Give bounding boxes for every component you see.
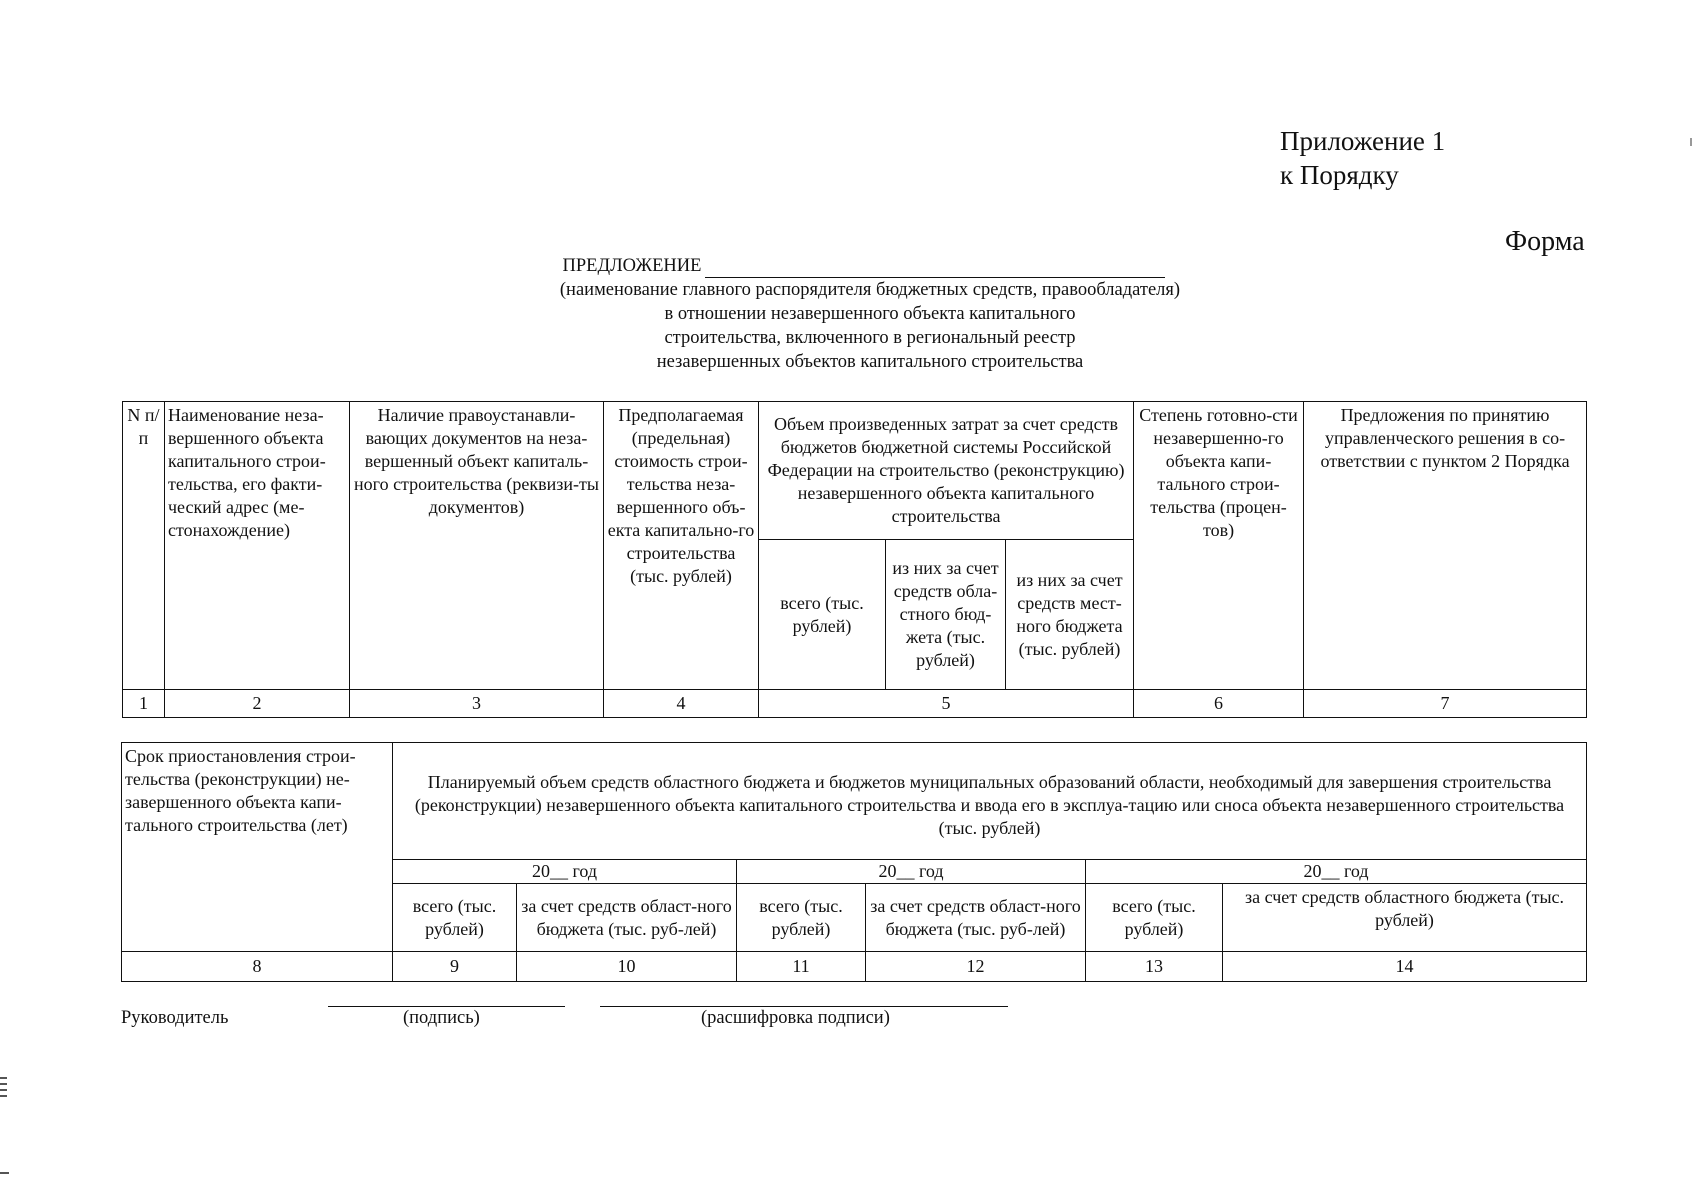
column-number: 13 (1086, 952, 1223, 982)
planned-funds-table (121, 742, 1587, 982)
signature-line (328, 1006, 565, 1007)
column-number: 10 (517, 952, 737, 982)
signature-decode-caption: (расшифровка подписи) (701, 1008, 890, 1028)
scan-edge-mark (0, 1083, 7, 1085)
appendix-label (1280, 124, 1445, 192)
column-number: 5 (759, 690, 1134, 718)
header-col-1: N п/п (123, 402, 165, 690)
header-col-5-regional: из них за счет средств обла-стного бюд-жета (тыс. рублей) (886, 540, 1006, 690)
header-col-4: Предполагаемая (предельная) стоимость строи-тельства неза-вершенного объ-екта капитально-го строительства (тыс. рублей) (604, 402, 759, 690)
header-col-8: Срок приостановления строи-тельства (реконструкции) не-завершенного объекта капи-тального строительства (лет) (122, 743, 393, 952)
scan-edge-mark (0, 1089, 7, 1091)
title-line-1: (наименование главного распорядителя бюджетных средств, правообладателя) (559, 280, 1181, 300)
year-3-total: всего (тыс. рублей) (1086, 884, 1223, 952)
header-col-3: Наличие правоустанавли-вающих документов на неза-вершенный объект капиталь-ного строительства (реквизи-ты документов) (350, 402, 604, 690)
planned-funds-group-header: Планируемый объем средств областного бюджета и бюджетов муниципальных образований области, необходимый для завершения строительства (реконструкции) незавершенного объекта капитального строительства и ввода его в эксплуа-тацию или сноса объекта незавершенного строительства (тыс. рублей) (393, 743, 1587, 860)
column-number: 9 (393, 952, 517, 982)
column-number: 8 (122, 952, 393, 982)
form-label: Форма (1505, 226, 1585, 257)
costs-table (122, 401, 1587, 718)
title-heading-row (458, 254, 1270, 278)
signature-caption: (подпись) (403, 1008, 480, 1028)
appendix-line-1: Приложение 1 (1280, 126, 1446, 156)
appendix-line-2: к Порядку (1280, 160, 1399, 190)
column-number: 3 (350, 690, 604, 718)
year-header-3: 20__ год (1086, 860, 1587, 884)
scan-edge-mark (0, 1172, 9, 1174)
column-number: 6 (1134, 690, 1304, 718)
title-line-3: строительства, включенного в региональный реестр (664, 328, 1076, 348)
header-col-6: Степень готовно-сти незавершенно-го объекта капи-тального строи-тельства (процен-тов) (1134, 402, 1304, 690)
title-line-2: в отношении незавершенного объекта капитального (664, 304, 1076, 324)
column-number: 14 (1223, 952, 1587, 982)
column-number: 1 (123, 690, 165, 718)
year-2-total: всего (тыс. рублей) (737, 884, 866, 952)
column-number: 12 (866, 952, 1086, 982)
header-col-5-local: из них за счет средств мест-ного бюджета (тыс. рублей) (1006, 540, 1134, 690)
year-1-regional: за счет средств област-ного бюджета (тыс. руб-лей) (517, 884, 737, 952)
column-number: 11 (737, 952, 866, 982)
scan-edge-mark (0, 1077, 7, 1079)
scan-edge-mark (1690, 138, 1692, 146)
year-3-regional: за счет средств областного бюджета (тыс. рублей) (1223, 884, 1587, 952)
year-header-2: 20__ год (737, 860, 1086, 884)
header-col-2: Наименование неза-вершенного объекта капитального строи-тельства, его факти-ческий адрес (ме-стонахождение) (165, 402, 350, 690)
title-block (470, 254, 1270, 374)
year-header-1: 20__ год (393, 860, 737, 884)
header-col-5-group: Объем произведенных затрат за счет средств бюджетов бюджетной системы Российской Федерации на строительство (реконструкцию) незавершенного объекта капитального строительства (759, 402, 1134, 540)
header-col-5-total: всего (тыс. рублей) (759, 540, 886, 690)
title-blank-line (705, 257, 1165, 278)
scan-edge-mark (0, 1095, 7, 1097)
column-number: 2 (165, 690, 350, 718)
title-line-4: незавершенных объектов капитального строительства (656, 352, 1084, 372)
signature-decode-line (600, 1006, 1008, 1007)
title-heading: ПРЕДЛОЖЕНИЕ (562, 256, 702, 276)
column-number: 4 (604, 690, 759, 718)
head-label: Руководитель (121, 1008, 229, 1028)
column-number: 7 (1304, 690, 1587, 718)
year-2-regional: за счет средств област-ного бюджета (тыс. руб-лей) (866, 884, 1086, 952)
header-col-7: Предложения по принятию управленческого решения в со-ответствии с пунктом 2 Порядка (1304, 402, 1587, 690)
year-1-total: всего (тыс. рублей) (393, 884, 517, 952)
